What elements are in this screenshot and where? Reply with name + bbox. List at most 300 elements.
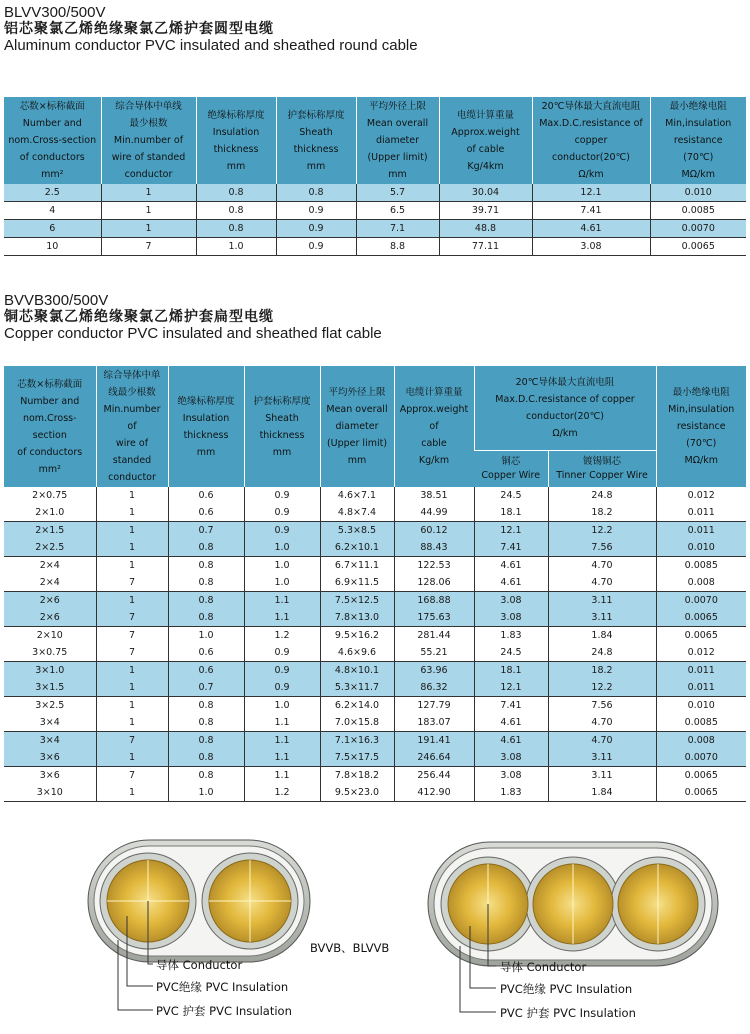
table-cell: 1 xyxy=(101,202,196,220)
table-cell: 0.0085 xyxy=(656,557,746,575)
section1-title-cn: 铝芯聚氯乙烯绝缘聚氯乙烯护套圆型电缆 xyxy=(4,21,274,38)
table-cell: 1.83 xyxy=(474,784,548,802)
column-header-line: 平均外径上限 xyxy=(368,101,426,112)
column-header-line: Number and xyxy=(22,118,82,129)
table-cell: 7 xyxy=(101,238,196,256)
table-cell: 18.2 xyxy=(548,662,656,680)
table-cell: 0.011 xyxy=(656,679,746,697)
column-header xyxy=(356,97,439,184)
table-row xyxy=(4,697,746,715)
table-cell: 7.1×16.3 xyxy=(320,732,394,750)
column-header-line: copper conductor(20℃) xyxy=(552,135,630,163)
table-cell: 2×6 xyxy=(4,609,96,627)
table-cell: 3×0.75 xyxy=(4,644,96,662)
column-header xyxy=(244,366,320,487)
table-cell: 1.1 xyxy=(244,749,320,767)
column-header-line: mm xyxy=(306,160,326,172)
table-cell: 0.8 xyxy=(168,539,244,557)
table-cell: 9.5×16.2 xyxy=(320,627,394,645)
table-cell: 8.8 xyxy=(356,238,439,256)
column-header-line: Insulation xyxy=(212,126,260,138)
column-header-line: 护套标称厚度 xyxy=(287,109,345,121)
table-row xyxy=(4,220,746,238)
column-header-line: 芯数×标称截面 xyxy=(19,101,85,112)
table-row xyxy=(4,487,746,504)
table-cell: 1.1 xyxy=(244,609,320,627)
left-label-sheath: PVC 护套 PVC Insulation xyxy=(156,1004,292,1018)
table-cell: 7.41 xyxy=(474,539,548,557)
column-header-line: Approx.weight xyxy=(451,126,520,138)
table-cell: 0.8 xyxy=(196,184,276,202)
table-cell: 0.8 xyxy=(196,202,276,220)
table-row xyxy=(4,202,746,220)
column-header xyxy=(548,450,656,487)
column-header-line: 线最少根数 xyxy=(108,387,156,398)
table-cell: 1 xyxy=(96,592,168,610)
table-cell: 0.9 xyxy=(244,662,320,680)
column-header-line: thickness xyxy=(213,143,259,155)
table-cell: 1 xyxy=(96,784,168,802)
column-header-line: Tinner Copper Wire xyxy=(556,469,648,481)
table-cell: 3.08 xyxy=(474,749,548,767)
table-cell: 12.1 xyxy=(474,679,548,697)
table-cell: 1 xyxy=(96,504,168,522)
table-cell: 1.0 xyxy=(244,539,320,557)
column-header-line: mm xyxy=(196,446,216,458)
table-cell: 128.06 xyxy=(394,574,474,592)
column-header-line: wire of standed xyxy=(111,152,186,163)
table-cell: 38.51 xyxy=(394,487,474,504)
table-cell: 127.79 xyxy=(394,697,474,715)
table-cell: 0.8 xyxy=(276,184,356,202)
column-header xyxy=(4,366,96,487)
table-cell: 1 xyxy=(96,714,168,732)
column-header-line: 20℃导体最大直流电阻 xyxy=(515,376,615,388)
table-cell: 1.0 xyxy=(244,574,320,592)
column-header-line: 芯数×标称截面 xyxy=(17,378,83,390)
column-header xyxy=(276,97,356,184)
column-header-line: (70℃) xyxy=(686,438,717,449)
table-cell: 7.41 xyxy=(532,202,650,220)
table-cell: 10 xyxy=(4,238,101,256)
table-cell: 12.1 xyxy=(532,184,650,202)
table-cell: 2.5 xyxy=(4,184,101,202)
column-header-line: mm² xyxy=(41,169,64,180)
section2-title-cn: 铜芯聚氯乙烯绝缘聚氯乙烯护套扁型电缆 xyxy=(4,309,274,326)
table-cell: 60.12 xyxy=(394,522,474,540)
table-row xyxy=(4,714,746,732)
table-cell: 44.99 xyxy=(394,504,474,522)
table-row xyxy=(4,522,746,540)
table-cell: 246.64 xyxy=(394,749,474,767)
column-header-line: 电缆计算重量 xyxy=(405,387,463,398)
column-header-line: 最小绝缘电阻 xyxy=(669,101,727,112)
column-header-line: nom.Cross-section xyxy=(22,412,77,441)
table-cell: 24.8 xyxy=(548,487,656,504)
table-cell: 30.04 xyxy=(439,184,532,202)
table-cell: 3.08 xyxy=(474,609,548,627)
table-cell: 0.010 xyxy=(656,539,746,557)
column-header xyxy=(101,97,196,184)
table-cell: 9.5×23.0 xyxy=(320,784,394,802)
table-cell: 122.53 xyxy=(394,557,474,575)
table-cell: 4.61 xyxy=(474,732,548,750)
cable-diagram xyxy=(0,830,750,1034)
table-cell: 7 xyxy=(96,644,168,662)
round-cable-table xyxy=(4,97,746,256)
table-cell: 5.3×8.5 xyxy=(320,522,394,540)
table-row xyxy=(4,609,746,627)
table-cell: 5.7 xyxy=(356,184,439,202)
table-row xyxy=(4,504,746,522)
table-cell: 3.08 xyxy=(532,238,650,256)
table-cell: 1.83 xyxy=(474,627,548,645)
table-cell: 0.9 xyxy=(244,487,320,504)
column-header-line: Min,insulation xyxy=(668,404,735,415)
table-cell: 0.0065 xyxy=(656,627,746,645)
table-cell: 1 xyxy=(96,697,168,715)
flat-cable-table xyxy=(4,366,746,802)
table-cell: 6 xyxy=(4,220,101,238)
table-cell: 168.88 xyxy=(394,592,474,610)
figure-caption: BVVB、BLVVB xyxy=(310,941,390,955)
table-cell: 3×6 xyxy=(4,749,96,767)
table-cell: 2×2.5 xyxy=(4,539,96,557)
table-cell: 0.0070 xyxy=(656,592,746,610)
table-cell: 1 xyxy=(96,557,168,575)
column-header-line: 铜芯 xyxy=(501,455,521,467)
column-header-line: conductor(20℃) xyxy=(526,410,604,422)
table-cell: 0.012 xyxy=(656,644,746,662)
table-cell: 1 xyxy=(96,487,168,504)
table-cell: 1.84 xyxy=(548,627,656,645)
section2-model: BVVB300/500V xyxy=(4,292,109,309)
table-cell: 0.8 xyxy=(168,767,244,785)
column-header-line: Kg/km xyxy=(418,455,450,466)
table-cell: 1.84 xyxy=(548,784,656,802)
column-header-line: Max.D.C.resistance of copper xyxy=(495,393,635,405)
column-header-line: thickness xyxy=(293,143,339,155)
table-cell: 0.8 xyxy=(168,609,244,627)
section2-title-en: Copper conductor PVC insulated and sheathed flat cable xyxy=(4,325,382,343)
column-header-line: Kg/4km xyxy=(467,160,504,172)
table-row xyxy=(4,574,746,592)
table-cell: 0.6 xyxy=(168,662,244,680)
column-header-line: 平均外径上限 xyxy=(328,387,386,398)
table-cell: 0.6 xyxy=(168,487,244,504)
column-header-line: Copper Wire xyxy=(481,469,541,481)
column-header-line: MΩ/km xyxy=(681,169,715,180)
table-cell: 7 xyxy=(96,767,168,785)
table-cell: 0.9 xyxy=(276,202,356,220)
table-cell: 0.9 xyxy=(276,220,356,238)
column-header-line: conductor xyxy=(124,169,173,180)
table-cell: 1.2 xyxy=(244,784,320,802)
column-header-line: 最小绝缘电阻 xyxy=(672,387,730,398)
table-cell: 4.8×7.4 xyxy=(320,504,394,522)
table-cell: 4.70 xyxy=(548,714,656,732)
column-header-line: diameter xyxy=(335,421,379,432)
table-cell: 7.56 xyxy=(548,539,656,557)
column-header-line: Min,insulation xyxy=(665,118,732,129)
table-cell: 6.2×10.1 xyxy=(320,539,394,557)
table-cell: 2×1.5 xyxy=(4,522,96,540)
column-header xyxy=(474,366,656,450)
table-row xyxy=(4,557,746,575)
table-cell: 0.011 xyxy=(656,522,746,540)
column-header xyxy=(4,97,101,184)
table-cell: 0.011 xyxy=(656,662,746,680)
column-header xyxy=(168,366,244,487)
column-header-line: 护套标称厚度 xyxy=(253,395,311,407)
table-cell: 6.2×14.0 xyxy=(320,697,394,715)
column-header-line: cable xyxy=(421,438,447,449)
column-header-line: 绝缘标称厚度 xyxy=(207,109,265,121)
column-header-line: of conductors xyxy=(19,152,85,163)
column-header-line: Min.number of xyxy=(103,404,161,432)
table-cell: 3×1.5 xyxy=(4,679,96,697)
table-cell: 3×2.5 xyxy=(4,697,96,715)
table-cell: 0.012 xyxy=(656,487,746,504)
column-header xyxy=(656,366,746,487)
table-cell: 7 xyxy=(96,627,168,645)
section1-title-en: Aluminum conductor PVC insulated and sheathed round cable xyxy=(4,37,418,55)
table-cell: 0.6 xyxy=(168,644,244,662)
table-cell: 0.8 xyxy=(196,220,276,238)
table-cell: 412.90 xyxy=(394,784,474,802)
column-header-line: of cable xyxy=(466,143,505,155)
table-cell: 4.6×9.6 xyxy=(320,644,394,662)
table-cell: 12.1 xyxy=(474,522,548,540)
table-cell: 0.8 xyxy=(168,557,244,575)
column-header-line: mm xyxy=(347,455,367,466)
table-cell: 175.63 xyxy=(394,609,474,627)
column-header xyxy=(394,366,474,487)
table-cell: 1 xyxy=(96,539,168,557)
table-cell: 0.008 xyxy=(656,574,746,592)
table-cell: 88.43 xyxy=(394,539,474,557)
column-header-line: 综合导体中单线 xyxy=(115,101,182,112)
table-row xyxy=(4,767,746,785)
table-cell: 6.9×11.5 xyxy=(320,574,394,592)
table-row xyxy=(4,592,746,610)
table-row xyxy=(4,644,746,662)
right-label-sheath: PVC 护套 PVC Insulation xyxy=(500,1006,636,1020)
table-cell: 12.2 xyxy=(548,679,656,697)
column-header-line: Mean overall xyxy=(366,118,429,129)
table-cell: 7.0×15.8 xyxy=(320,714,394,732)
table-cell: 0.8 xyxy=(168,697,244,715)
table-cell: 3×4 xyxy=(4,714,96,732)
column-header-line: 20℃导体最大直流电阻 xyxy=(541,101,641,112)
column-header xyxy=(474,450,548,487)
column-header-line: nom.Cross-section xyxy=(8,135,97,146)
table-cell: 0.7 xyxy=(168,522,244,540)
table-cell: 4.8×10.1 xyxy=(320,662,394,680)
table-cell: 2×10 xyxy=(4,627,96,645)
table-cell: 0.9 xyxy=(244,522,320,540)
table-cell: 2×0.75 xyxy=(4,487,96,504)
table-cell: 3.08 xyxy=(474,592,548,610)
column-header-line: Mean overall xyxy=(326,404,388,415)
table-cell: 7 xyxy=(96,732,168,750)
table-cell: 0.0070 xyxy=(650,220,746,238)
column-header xyxy=(96,366,168,487)
table-cell: 7 xyxy=(96,574,168,592)
table-cell: 0.9 xyxy=(276,238,356,256)
column-header-line: mm xyxy=(272,446,292,458)
table-cell: 7.41 xyxy=(474,697,548,715)
column-header xyxy=(532,97,650,184)
table-cell: 6.7×11.1 xyxy=(320,557,394,575)
table-row xyxy=(4,749,746,767)
table-cell: 1.1 xyxy=(244,767,320,785)
table-cell: 2×4 xyxy=(4,574,96,592)
column-header-line: MΩ/km xyxy=(684,455,718,466)
table-row xyxy=(4,627,746,645)
table-cell: 18.1 xyxy=(474,662,548,680)
column-header-line: Ω/km xyxy=(552,427,578,439)
table-row xyxy=(4,184,746,202)
table-cell: 1.0 xyxy=(244,557,320,575)
table-cell: 39.71 xyxy=(439,202,532,220)
table-cell: 4 xyxy=(4,202,101,220)
table-cell: 2×1.0 xyxy=(4,504,96,522)
column-header-line: mm xyxy=(388,169,407,180)
table-cell: 0.6 xyxy=(168,504,244,522)
table-cell: 3×4 xyxy=(4,732,96,750)
column-header-line: wire of standed xyxy=(112,438,152,466)
column-header-line: mm² xyxy=(38,463,61,475)
table-row xyxy=(4,784,746,802)
table-cell: 6.5 xyxy=(356,202,439,220)
column-header-line: 综合导体中单 xyxy=(103,370,161,381)
table-cell: 0.010 xyxy=(656,697,746,715)
column-header-line: resistance xyxy=(673,135,723,146)
table-cell: 3×10 xyxy=(4,784,96,802)
table-cell: 3.11 xyxy=(548,767,656,785)
column-header-line: Number and xyxy=(20,395,80,407)
table-row xyxy=(4,238,746,256)
table-cell: 0.7 xyxy=(168,679,244,697)
right-label-insulation: PVC绝缘 PVC Insulation xyxy=(500,982,633,996)
table-cell: 24.5 xyxy=(474,644,548,662)
table-cell: 7.56 xyxy=(548,697,656,715)
table-cell: 4.6×7.1 xyxy=(320,487,394,504)
table-cell: 256.44 xyxy=(394,767,474,785)
column-header-line: diameter xyxy=(375,135,420,146)
column-header-line: Insulation xyxy=(182,412,230,424)
column-header-line: of conductors xyxy=(17,446,83,458)
table-cell: 0.0065 xyxy=(656,784,746,802)
table-cell: 1 xyxy=(96,522,168,540)
table-cell: 4.61 xyxy=(532,220,650,238)
table-cell: 55.21 xyxy=(394,644,474,662)
table-cell: 0.9 xyxy=(244,679,320,697)
table-cell: 1 xyxy=(96,662,168,680)
table-cell: 48.8 xyxy=(439,220,532,238)
table-cell: 1.1 xyxy=(244,714,320,732)
table-cell: 1 xyxy=(101,184,196,202)
table-cell: 18.2 xyxy=(548,504,656,522)
column-header-line: conductor xyxy=(108,472,156,483)
table-cell: 63.96 xyxy=(394,662,474,680)
table-row xyxy=(4,662,746,680)
table-cell: 2×6 xyxy=(4,592,96,610)
table-cell: 4.61 xyxy=(474,557,548,575)
table-cell: 0.8 xyxy=(168,574,244,592)
round-cable-header-row xyxy=(4,97,746,184)
column-header-line: Sheath xyxy=(299,126,333,138)
table-row xyxy=(4,539,746,557)
section1-model: BLVV300/500V xyxy=(4,4,106,21)
table-cell: 3.08 xyxy=(474,767,548,785)
column-header-line: thickness xyxy=(183,429,229,441)
column-header-line: Ω/km xyxy=(578,169,604,180)
table-cell: 1.0 xyxy=(168,784,244,802)
table-cell: 3.11 xyxy=(548,609,656,627)
column-header-line: Max.D.C.resistance of xyxy=(539,118,643,129)
table-cell: 4.61 xyxy=(474,574,548,592)
table-cell: 3×6 xyxy=(4,767,96,785)
table-cell: 0.8 xyxy=(168,749,244,767)
table-cell: 7.8×18.2 xyxy=(320,767,394,785)
table-cell: 0.0085 xyxy=(650,202,746,220)
right-label-conductor: 导体 Conductor xyxy=(500,960,587,974)
table-cell: 7 xyxy=(96,609,168,627)
table-cell: 0.0085 xyxy=(656,714,746,732)
table-cell: 3×1.0 xyxy=(4,662,96,680)
column-header-line: Min.number of xyxy=(113,135,184,146)
table-cell: 7.1 xyxy=(356,220,439,238)
table-cell: 1 xyxy=(101,220,196,238)
table-row xyxy=(4,732,746,750)
table-row xyxy=(4,679,746,697)
table-cell: 1.0 xyxy=(196,238,276,256)
table-cell: 0.008 xyxy=(656,732,746,750)
table-cell: 0.8 xyxy=(168,592,244,610)
column-header-line: mm xyxy=(226,160,246,172)
table-cell: 4.70 xyxy=(548,574,656,592)
column-header-line: (Upper limit) xyxy=(367,152,428,163)
column-header-line: 绝缘标称厚度 xyxy=(177,395,235,407)
table-cell: 1.2 xyxy=(244,627,320,645)
table-cell: 3.11 xyxy=(548,592,656,610)
table-cell: 0.9 xyxy=(244,504,320,522)
column-header-line: (70℃) xyxy=(683,152,714,163)
left-label-insulation: PVC绝缘 PVC Insulation xyxy=(156,980,289,994)
table-cell: 24.8 xyxy=(548,644,656,662)
table-cell: 0.8 xyxy=(168,714,244,732)
table-cell: 1.0 xyxy=(168,627,244,645)
column-header-line: Approx.weight of xyxy=(399,404,469,432)
table-cell: 0.0065 xyxy=(650,238,746,256)
table-cell: 281.44 xyxy=(394,627,474,645)
table-cell: 1 xyxy=(96,749,168,767)
table-cell: 7.8×13.0 xyxy=(320,609,394,627)
table-cell: 7.5×12.5 xyxy=(320,592,394,610)
table-cell: 0.8 xyxy=(168,732,244,750)
column-header-line: Sheath xyxy=(265,412,299,424)
table-cell: 24.5 xyxy=(474,487,548,504)
table-cell: 0.010 xyxy=(650,184,746,202)
column-header-line: 最少根数 xyxy=(129,118,168,129)
table-cell: 7.5×17.5 xyxy=(320,749,394,767)
column-header xyxy=(320,366,394,487)
table-cell: 18.1 xyxy=(474,504,548,522)
column-header xyxy=(650,97,746,184)
table-cell: 0.0065 xyxy=(656,767,746,785)
